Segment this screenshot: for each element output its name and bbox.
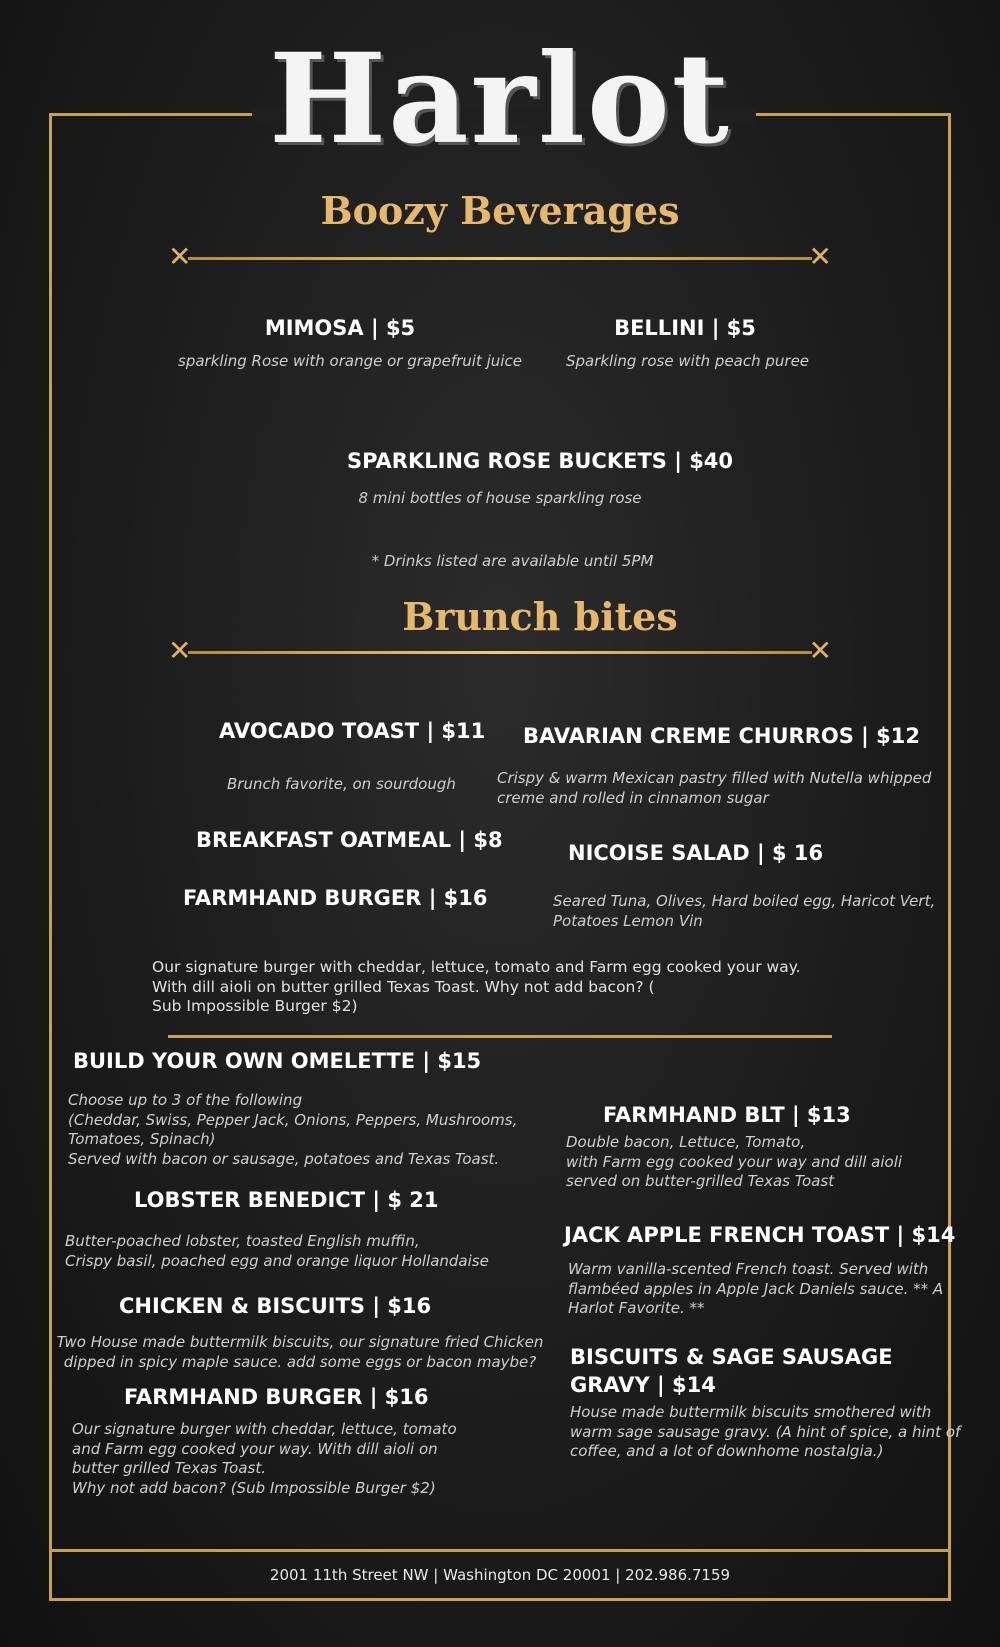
- item-build-your-own-omelette: BUILD YOUR OWN OMELETTE | $15: [73, 1049, 482, 1073]
- item-bavarian-creme-churros: BAVARIAN CREME CHURROS | $12: [523, 724, 921, 748]
- divider-bar: [188, 651, 812, 654]
- desc-avocado-toast: Brunch favorite, on sourdough: [227, 775, 456, 793]
- desc-sparkling-rose-buckets: 8 mini bottles of house sparkling rose: [358, 489, 642, 507]
- desc-mimosa: sparkling Rose with orange or grapefruit juice: [178, 352, 522, 370]
- item-sparkling-rose-buckets: SPARKLING ROSE BUCKETS | $40: [346, 449, 734, 473]
- item-avocado-toast: AVOCADO TOAST | $11: [219, 719, 486, 743]
- desc-farmhand-burger-2: Our signature burger with cheddar, lettuce, tomato and Farm egg cooked your way. With dill aioli on butter grilled Texas Toast. Why not add bacon? (Sub Impossible Burger $2): [72, 1420, 457, 1497]
- cross-icon: ✕: [808, 634, 832, 667]
- desc-biscuits-sage-sausage: House made buttermilk biscuits smothered with warm sage sausage gravy. (A hint of spice, a hint of coffee, and a lot of downhome nostalgia.): [570, 1403, 961, 1460]
- beverages-divider: [168, 240, 832, 273]
- section-divider: [168, 1035, 832, 1038]
- desc-farmhand-blt: Double bacon, Lettuce, Tomato, with Farm egg cooked your way and dill aioli served on butter-grilled Texas Toast: [566, 1133, 903, 1190]
- footer-address: 2001 11th Street NW | Washington DC 20001 | 202.986.7159: [269, 1566, 731, 1584]
- item-mimosa: MIMOSA | $5: [264, 316, 416, 340]
- desc-bavarian-creme-churros: Crispy & warm Mexican pastry filled with Nutella whipped creme and rolled in cinnamon sugar: [497, 769, 932, 807]
- cross-icon: ✕: [168, 634, 192, 667]
- harlot-logo: Harlot: [269, 27, 731, 172]
- desc-jack-apple-french-toast: Warm vanilla-scented French toast. Served with flambéed apples in Apple Jack Daniels sauce. ** A Harlot Favorite. **: [568, 1260, 944, 1317]
- item-biscuits-sage-sausage-line2: GRAVY | $14: [570, 1373, 716, 1397]
- drinks-note: * Drinks listed are available until 5PM: [371, 552, 654, 570]
- item-lobster-benedict: LOBSTER BENEDICT | $ 21: [134, 1188, 439, 1212]
- item-breakfast-oatmeal: BREAKFAST OATMEAL | $8: [196, 828, 503, 852]
- desc-lobster-benedict: Butter-poached lobster, toasted English muffin, Crispy basil, poached egg and orange liquor Hollandaise: [65, 1232, 489, 1270]
- desc-farmhand-burger: Our signature burger with cheddar, lettuce, tomato and Farm egg cooked your way. With dill aioli on butter grilled Texas Toast. Why not add bacon? ( Sub Impossible Burger $2): [152, 958, 801, 1015]
- desc-build-your-own-omelette: Choose up to 3 of the following (Cheddar, Swiss, Pepper Jack, Onions, Peppers, Mushrooms, Tomatoes, Spinach) Served with bacon or sausage, potatoes and Texas Toast.: [68, 1091, 518, 1168]
- section-title-beverages: Boozy Beverages: [320, 188, 680, 233]
- desc-nicoise-salad: Seared Tuna, Olives, Hard boiled egg, Haricot Vert, Potatoes Lemon Vin: [553, 892, 936, 930]
- brunch-divider: [168, 634, 832, 667]
- section-title-brunch: Brunch bites: [402, 594, 678, 639]
- item-farmhand-blt: FARMHAND BLT | $13: [603, 1103, 851, 1127]
- item-bellini: BELLINI | $5: [614, 316, 756, 340]
- desc-chicken-and-biscuits: Two House made buttermilk biscuits, our signature fried Chicken dipped in spicy maple sauce. add some eggs or bacon maybe?: [56, 1333, 544, 1371]
- item-biscuits-sage-sausage-line1: BISCUITS & SAGE SAUSAGE: [570, 1345, 893, 1369]
- item-chicken-and-biscuits: CHICKEN & BISCUITS | $16: [119, 1294, 432, 1318]
- cross-icon: ✕: [168, 240, 192, 273]
- item-jack-apple-french-toast: JACK APPLE FRENCH TOAST | $14: [564, 1223, 956, 1247]
- item-farmhand-burger: FARMHAND BURGER | $16: [183, 886, 488, 910]
- item-nicoise-salad: NICOISE SALAD | $ 16: [568, 841, 824, 865]
- divider-bar: [188, 257, 812, 260]
- desc-bellini: Sparkling rose with peach puree: [565, 352, 810, 370]
- item-farmhand-burger-2: FARMHAND BURGER | $16: [124, 1385, 429, 1409]
- footer-divider: [52, 1549, 948, 1552]
- cross-icon: ✕: [808, 240, 832, 273]
